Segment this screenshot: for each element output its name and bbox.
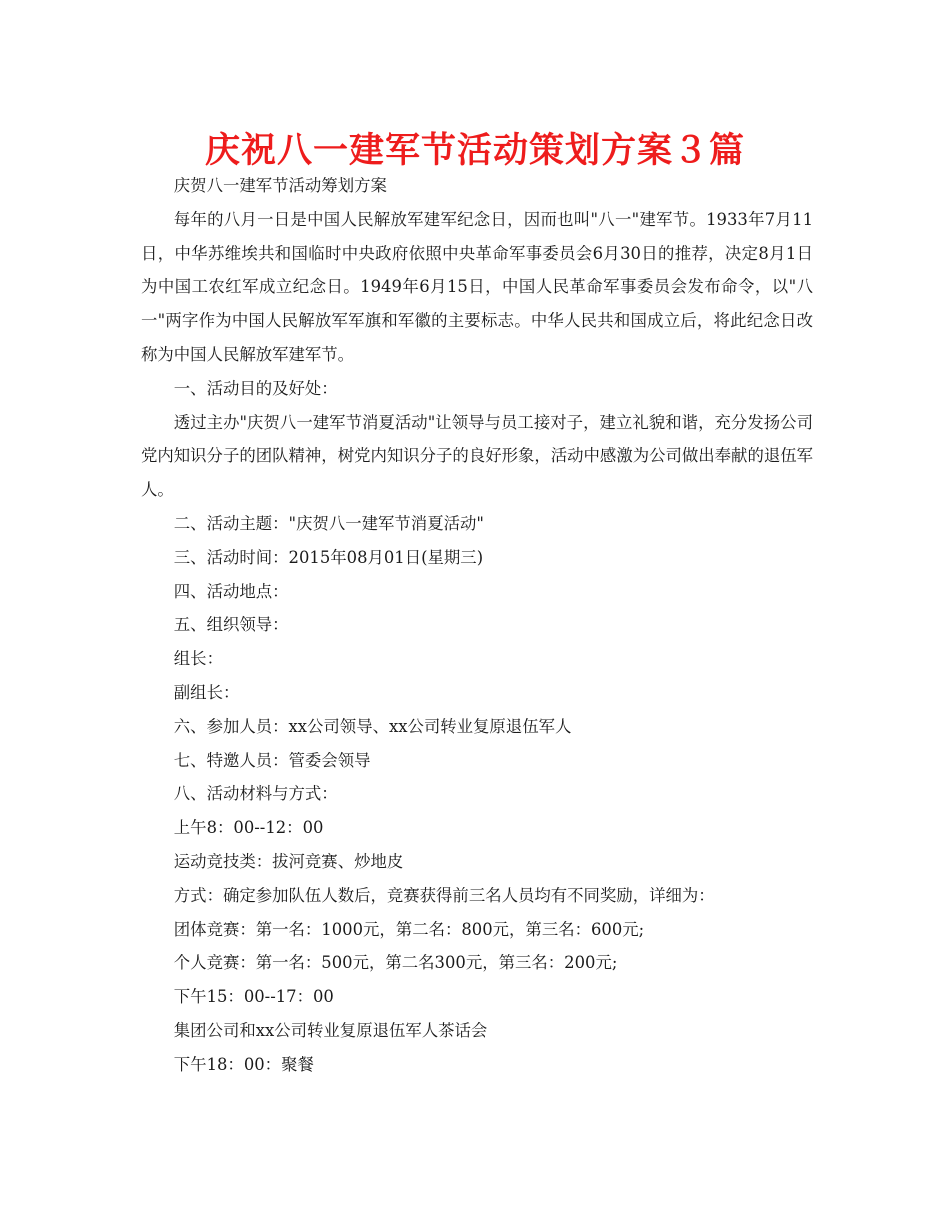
team-prize-line: 团体竞赛：第一名：1000元，第二名：800元，第三名：600元; — [173, 919, 645, 939]
section-1-paragraph: 透过主办"庆贺八一建军节消夏活动"让领导与员工接对子，建立礼貌和谐，充分发扬公司党内知识分子的团队精神，树党内知识分子的良好形象，活动中感激为公司做出奉献的退伍军人。 — [141, 412, 814, 500]
document-subtitle: 庆贺八一建军节活动筹划方案 — [173, 176, 387, 195]
section-8-materials: 八、活动材料与方式： — [173, 784, 338, 804]
section-3-time: 三、活动时间：2015年08月01日(星期三) — [173, 547, 484, 567]
section-6-participants: 六、参加人员：xx公司领导、xx公司转业复原退伍军人 — [173, 716, 572, 736]
tea-party-line: 集团公司和xx公司转业复原退伍军人茶话会 — [173, 1020, 488, 1040]
section-4-location: 四、活动地点： — [173, 581, 289, 601]
morning-time-line: 上午8：00--12：00 — [173, 818, 324, 838]
dinner-line: 下午18：00：聚餐 — [173, 1054, 314, 1074]
intro-paragraph: 每年的八月一日是中国人民解放军建军纪念日，因而也叫"八一"建军节。1933年7月11日，中华苏维埃共和国临时中央政府依照中央革命军事委员会6月30日的推荐，决定8月1日为中国工农红军成立纪念日。1949年6月15日，中国人民革命军事委员会发布命令，以"八一"两字作为中国人民解放军军旗和军徽的主要标志。中华人民共和国成立后，将此纪念日改称为中国人民解放军建军节。 — [141, 209, 813, 364]
afternoon-time-line: 下午15：00--17：00 — [173, 987, 334, 1007]
leader-line: 组长： — [173, 649, 223, 669]
section-5-organization: 五、组织领导： — [173, 615, 289, 635]
section-1-heading: 一、活动目的及好处： — [173, 378, 338, 398]
method-line: 方式：确定参加队伍人数后，竞赛获得前三名人员均有不同奖励，详细为： — [173, 885, 715, 905]
section-7-guests: 七、特邀人员：管委会领导 — [173, 750, 371, 770]
deputy-leader-line: 副组长： — [173, 682, 240, 702]
individual-prize-line: 个人竞赛：第一名：500元，第二名300元，第三名：200元; — [173, 953, 618, 973]
document-body — [141, 169, 813, 1082]
sports-line: 运动竞技类：拔河竞赛、炒地皮 — [173, 851, 404, 871]
document-title: 庆祝八一建军节活动策划方案３篇 — [204, 131, 745, 171]
section-2-theme: 二、活动主题："庆贺八一建军节消夏活动" — [173, 513, 484, 533]
